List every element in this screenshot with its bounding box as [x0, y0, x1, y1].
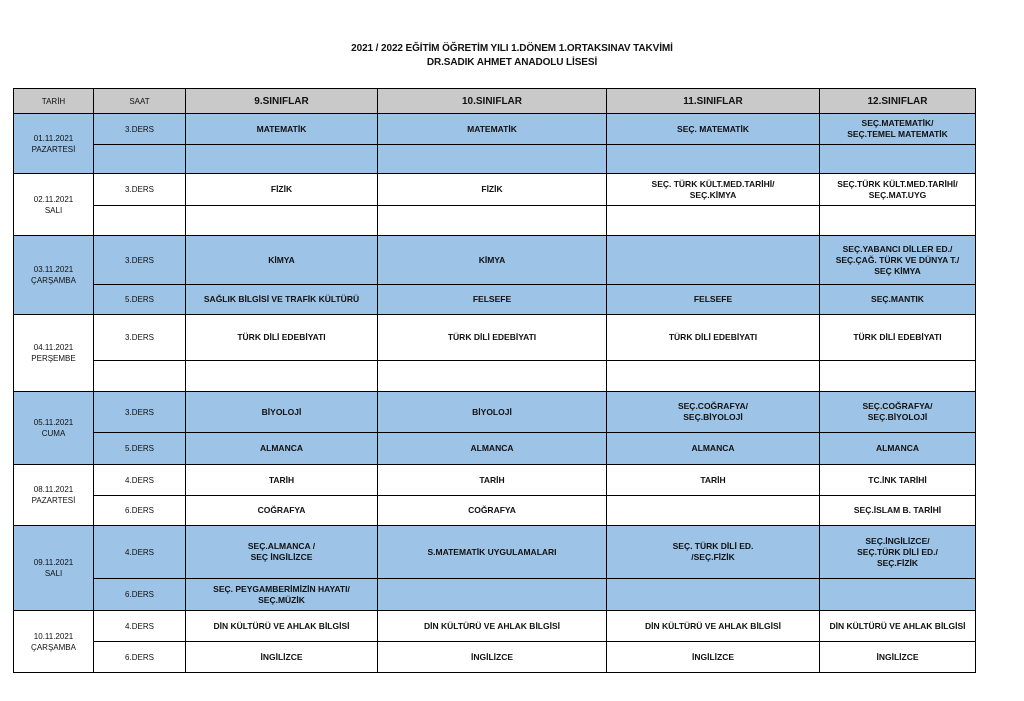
table-row — [14, 285, 976, 315]
grade-12-exam — [820, 579, 976, 611]
header-grade-11: 11.SINIFLAR — [607, 89, 820, 114]
grade-10-exam — [378, 206, 607, 236]
grade-11-exam: SEÇ. MATEMATİK — [607, 114, 820, 145]
grade-9-exam: MATEMATİK — [186, 114, 378, 145]
table-row — [14, 642, 976, 673]
grade-11-exam: ALMANCA — [607, 433, 820, 465]
table-row — [14, 114, 976, 145]
period-cell — [94, 145, 186, 174]
grade-12-exam: SEÇ.COĞRAFYA/ SEÇ.BİYOLOJİ — [820, 392, 976, 433]
table-row — [14, 315, 976, 361]
grade-9-exam — [186, 145, 378, 174]
period-cell: 4.DERS — [94, 611, 186, 642]
grade-11-exam — [607, 206, 820, 236]
table-row — [14, 236, 976, 285]
grade-12-exam: SEÇ.TÜRK KÜLT.MED.TARİHİ/ SEÇ.MAT.UYG — [820, 174, 976, 206]
grade-12-exam — [820, 206, 976, 236]
table-row — [14, 361, 976, 392]
period-cell: 5.DERS — [94, 285, 186, 315]
grade-9-exam — [186, 206, 378, 236]
grade-11-exam — [607, 579, 820, 611]
period-cell: 6.DERS — [94, 579, 186, 611]
grade-10-exam: FELSEFE — [378, 285, 607, 315]
grade-10-exam: ALMANCA — [378, 433, 607, 465]
date-text: 08.11.2021 — [33, 485, 74, 494]
period-cell: 4.DERS — [94, 526, 186, 579]
grade-10-exam: FİZİK — [378, 174, 607, 206]
grade-11-exam: SEÇ. TÜRK KÜLT.MED.TARİHİ/ SEÇ.KİMYA — [607, 174, 820, 206]
school-name: DR.SADIK AHMET ANADOLU LİSESİ — [426, 57, 598, 68]
grade-11-exam: TÜRK DİLİ EDEBİYATI — [607, 315, 820, 361]
grade-11-exam: SEÇ.COĞRAFYA/ SEÇ.BİYOLOJİ — [607, 392, 820, 433]
grade-12-exam: TÜRK DİLİ EDEBİYATI — [820, 315, 976, 361]
grade-10-exam — [378, 361, 607, 392]
table-row — [14, 465, 976, 496]
grade-9-exam: SEÇ.ALMANCA / SEÇ İNGİLİZCE — [186, 526, 378, 579]
period-cell: 6.DERS — [94, 642, 186, 673]
period-cell: 3.DERS — [94, 315, 186, 361]
weekday-text: SALI — [44, 205, 63, 215]
date-cell — [14, 611, 94, 673]
period-cell: 3.DERS — [94, 114, 186, 145]
grade-9-exam: KİMYA — [186, 236, 378, 285]
grade-10-exam — [378, 145, 607, 174]
period-cell — [94, 361, 186, 392]
period-cell: 3.DERS — [94, 236, 186, 285]
grade-12-exam: SEÇ.MANTIK — [820, 285, 976, 315]
grade-10-exam: İNGİLİZCE — [378, 642, 607, 673]
grade-9-exam: FİZİK — [186, 174, 378, 206]
header-period: SAAT — [94, 89, 186, 114]
period-cell: 5.DERS — [94, 433, 186, 465]
grade-10-exam: TÜRK DİLİ EDEBİYATI — [378, 315, 607, 361]
grade-10-exam: MATEMATİK — [378, 114, 607, 145]
grade-11-exam: İNGİLİZCE — [607, 642, 820, 673]
date-cell — [14, 465, 94, 526]
grade-12-exam: SEÇ.İSLAM B. TARİHİ — [820, 496, 976, 526]
grade-9-exam: SEÇ. PEYGAMBERİMİZİN HAYATI/ SEÇ.MÜZİK — [186, 579, 378, 611]
table-row — [14, 579, 976, 611]
grade-9-exam: DİN KÜLTÜRÜ VE AHLAK BİLGİSİ — [186, 611, 378, 642]
grade-9-exam — [186, 361, 378, 392]
weekday-text: ÇARŞAMBA — [31, 642, 76, 652]
date-cell — [14, 526, 94, 611]
date-text: 09.11.2021 — [33, 558, 74, 567]
header-row — [14, 89, 976, 114]
date-text: 10.11.2021 — [33, 631, 74, 641]
grade-11-exam: SEÇ. TÜRK DİLİ ED. /SEÇ.FİZİK — [607, 526, 820, 579]
grade-11-exam — [607, 496, 820, 526]
table-row — [14, 496, 976, 526]
period-cell: 3.DERS — [94, 392, 186, 433]
grade-12-exam: DİN KÜLTÜRÜ VE AHLAK BİLGİSİ — [820, 611, 976, 642]
grade-10-exam: COĞRAFYA — [378, 496, 607, 526]
grade-9-exam: SAĞLIK BİLGİSİ VE TRAFİK KÜLTÜRÜ — [186, 285, 378, 315]
date-cell — [14, 392, 94, 465]
period-cell: 6.DERS — [94, 496, 186, 526]
date-text: 04.11.2021 — [33, 343, 74, 352]
table-row — [14, 145, 976, 174]
grade-10-exam: KİMYA — [378, 236, 607, 285]
grade-12-exam: SEÇ.YABANCI DİLLER ED./ SEÇ.ÇAĞ. TÜRK VE DÜNYA T./ SEÇ KİMYA — [820, 236, 976, 285]
grade-10-exam: DİN KÜLTÜRÜ VE AHLAK BİLGİSİ — [378, 611, 607, 642]
date-cell — [14, 114, 94, 174]
grade-11-exam: DİN KÜLTÜRÜ VE AHLAK BİLGİSİ — [607, 611, 820, 642]
date-text: 05.11.2021 — [33, 418, 74, 427]
grade-11-exam — [607, 236, 820, 285]
period-cell — [94, 206, 186, 236]
grade-9-exam: İNGİLİZCE — [186, 642, 378, 673]
table-row — [14, 526, 976, 579]
grade-9-exam: TARİH — [186, 465, 378, 496]
exam-calendar-title: 2021 / 2022 EĞİTİM ÖĞRETİM YILI 1.DÖNEM 1.ORTAKSINAV TAKVİMİ — [351, 43, 673, 54]
grade-12-exam — [820, 361, 976, 392]
grade-12-exam: ALMANCA — [820, 433, 976, 465]
weekday-text: SALI — [44, 569, 63, 578]
grade-9-exam: BİYOLOJİ — [186, 392, 378, 433]
grade-9-exam: TÜRK DİLİ EDEBİYATI — [186, 315, 378, 361]
grade-9-exam: COĞRAFYA — [186, 496, 378, 526]
period-cell: 4.DERS — [94, 465, 186, 496]
table-row — [14, 433, 976, 465]
grade-12-exam: SEÇ.MATEMATİK/ SEÇ.TEMEL MATEMATİK — [820, 114, 976, 145]
weekday-text: ÇARŞAMBA — [31, 276, 76, 285]
weekday-text: PAZARTESİ — [31, 496, 76, 505]
grade-12-exam — [820, 145, 976, 174]
grade-11-exam — [607, 361, 820, 392]
table-row — [14, 392, 976, 433]
grade-10-exam: S.MATEMATİK UYGULAMALARI — [378, 526, 607, 579]
header-date: TARİH — [14, 89, 94, 114]
weekday-text: CUMA — [41, 429, 66, 438]
table-row — [14, 611, 976, 642]
grade-12-exam: İNGİLİZCE — [820, 642, 976, 673]
date-text: 01.11.2021 — [33, 133, 74, 143]
grade-11-exam — [607, 145, 820, 174]
grade-12-exam: SEÇ.İNGİLİZCE/ SEÇ.TÜRK DİLİ ED./ SEÇ.FİZİK — [820, 526, 976, 579]
document-header — [0, 42, 1024, 70]
grade-10-exam: TARİH — [378, 465, 607, 496]
table-row — [14, 206, 976, 236]
period-cell: 3.DERS — [94, 174, 186, 206]
grade-12-exam: TC.İNK TARİHİ — [820, 465, 976, 496]
grade-10-exam: BİYOLOJİ — [378, 392, 607, 433]
date-text: 02.11.2021 — [33, 194, 74, 204]
date-cell — [14, 315, 94, 392]
header-grade-12: 12.SINIFLAR — [820, 89, 976, 114]
weekday-text: PERŞEMBE — [31, 354, 76, 363]
date-cell — [14, 236, 94, 315]
date-cell — [14, 174, 94, 236]
header-grade-10: 10.SINIFLAR — [378, 89, 607, 114]
header-grade-9: 9.SINIFLAR — [186, 89, 378, 114]
weekday-text: PAZARTESİ — [31, 144, 76, 154]
grade-9-exam: ALMANCA — [186, 433, 378, 465]
grade-11-exam: TARİH — [607, 465, 820, 496]
grade-11-exam: FELSEFE — [607, 285, 820, 315]
date-text: 03.11.2021 — [33, 265, 74, 274]
exam-schedule-table — [13, 88, 976, 673]
grade-10-exam — [378, 579, 607, 611]
table-row — [14, 174, 976, 206]
